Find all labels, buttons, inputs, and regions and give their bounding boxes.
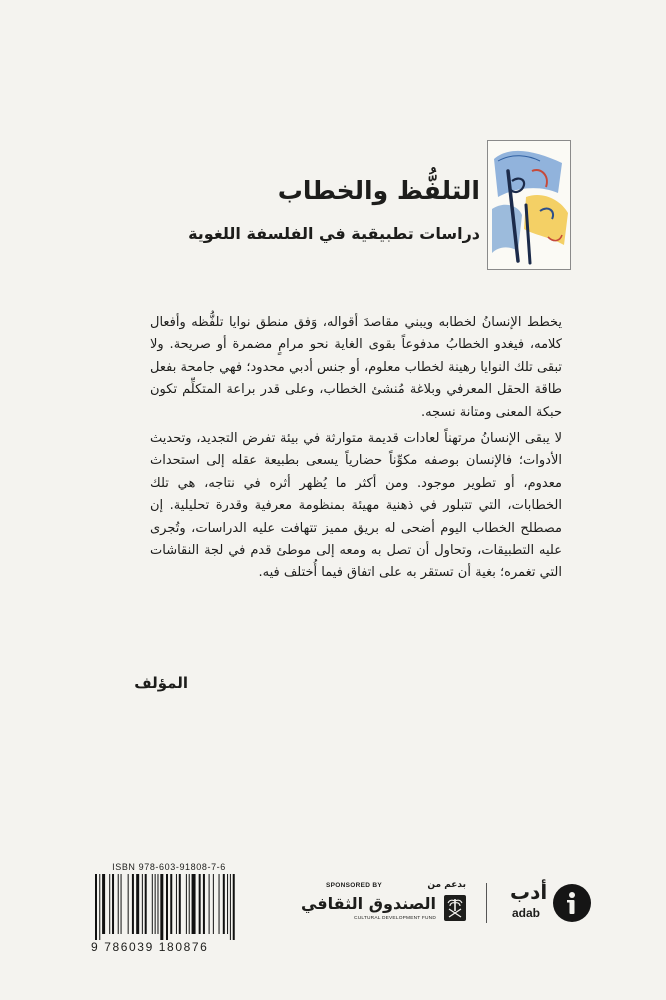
barcode-bar — [199, 874, 201, 934]
blurb — [150, 312, 562, 585]
barcode-bar — [179, 874, 181, 934]
barcode-bar — [155, 874, 156, 934]
info-circle-icon — [553, 884, 591, 922]
author-label: المؤلف — [134, 674, 188, 692]
barcode-bar — [189, 874, 190, 934]
barcode-bar — [230, 874, 231, 940]
barcode-bar — [219, 874, 220, 934]
barcode-bar — [192, 874, 196, 934]
book-subtitle: دراسات تطبيقية في الفلسفة اللغوية — [188, 224, 480, 243]
isbn-label: ISBN 978-603-91808-7-6 — [112, 862, 226, 872]
barcode-digits: 9 786039 180876 — [91, 940, 209, 954]
barcode-bar — [132, 874, 134, 934]
barcode-bar — [233, 874, 235, 940]
barcode-bar — [136, 874, 139, 934]
barcode-bar — [102, 874, 105, 934]
barcode-bar — [170, 874, 172, 934]
cover-thumbnail — [487, 140, 571, 270]
barcode-bar — [145, 874, 147, 934]
logo-divider — [486, 883, 487, 923]
blurb-paragraph-1: يخطط الإنسانُ لخطابه ويبني مقاصدَ أقواله، وَفق منطق نوايا تلفُّظه وأفعال كلامه، فيغدو الخطابُ مدفوعاً بقوى الغاية نحو مرامٍ مضمرة أو صريحة. ولا تبقى تلك النوايا رهينة لخطاب معلوم، أو جنس أدبي محدود؛ فهي جامحة بفعل طاقة الحقل المعرفي وبلاغة مُنشئ الخطاب، وعلى قدر براعة المتكلِّم تكون حبكة المعنى ومتانة نسجه. — [150, 315, 562, 420]
barcode-bar — [157, 874, 158, 934]
barcode-bar — [160, 874, 163, 940]
barcode-bar — [213, 874, 214, 934]
palm-swords-icon — [444, 895, 466, 921]
barcode-bar — [99, 874, 100, 940]
fund-name-english: CULTURAL DEVELOPMENT FUND — [354, 916, 436, 921]
with-support-label: بدعم من — [427, 880, 466, 890]
isbn-barcode — [91, 862, 247, 954]
barcode-bar — [176, 874, 177, 934]
barcode-bar — [203, 874, 205, 934]
book-title: التلفُّظ والخطاب — [277, 176, 480, 205]
sponsored-by-label: SPONSORED BY — [326, 882, 382, 889]
barcode-bar — [223, 874, 225, 934]
barcode-bar — [112, 874, 114, 934]
publisher-name-english: adab — [512, 906, 541, 920]
cover-art-icon — [488, 141, 570, 269]
barcode-bar — [118, 874, 119, 934]
barcode-bars — [91, 874, 247, 940]
barcode-bar — [186, 874, 187, 934]
barcode-bar — [95, 874, 97, 940]
barcode-bar — [227, 874, 228, 934]
barcode-bar — [142, 874, 143, 934]
fund-name-arabic: الصندوق الثقافي — [300, 894, 436, 913]
barcode-bar — [166, 874, 168, 940]
publisher-name-arabic: أدب — [510, 880, 548, 904]
barcode-bar — [109, 874, 110, 934]
barcode-bar — [209, 874, 210, 934]
barcode-bar — [121, 874, 122, 934]
barcode-bar — [128, 874, 129, 934]
barcode-bar — [152, 874, 153, 934]
blurb-paragraph-2: لا يبقى الإنسانُ مرتهناً لعادات قديمة متوارثة في بيئة تفرض التجديد، وتحديث الأدوات؛ فالإنسان بوصفه مكوِّناً حضارياً يسعى بطبيعة عقله إلى استحداث معدوم، أو تطوير موجود. ومن أكثر ما يُظهر أثره في نتاجه، هي تلك الخطابات، التي تتبلور في ذهنية مهيئة بمنظومة معرفية وقدرة تحليلية. إن مصطلح الخطاب اليوم أضحى له بريق مميز تتهافت عليه الدراسات، وتُجرى عليه التطبيقات، وتحاول أن تصل به ومعه إلى موطئ قدم في لجة النقاشات التي تغمره؛ بغية أن تستقر به على اتفاق فيما أُختلف فيه. — [150, 431, 562, 581]
sponsor-block — [300, 880, 466, 926]
